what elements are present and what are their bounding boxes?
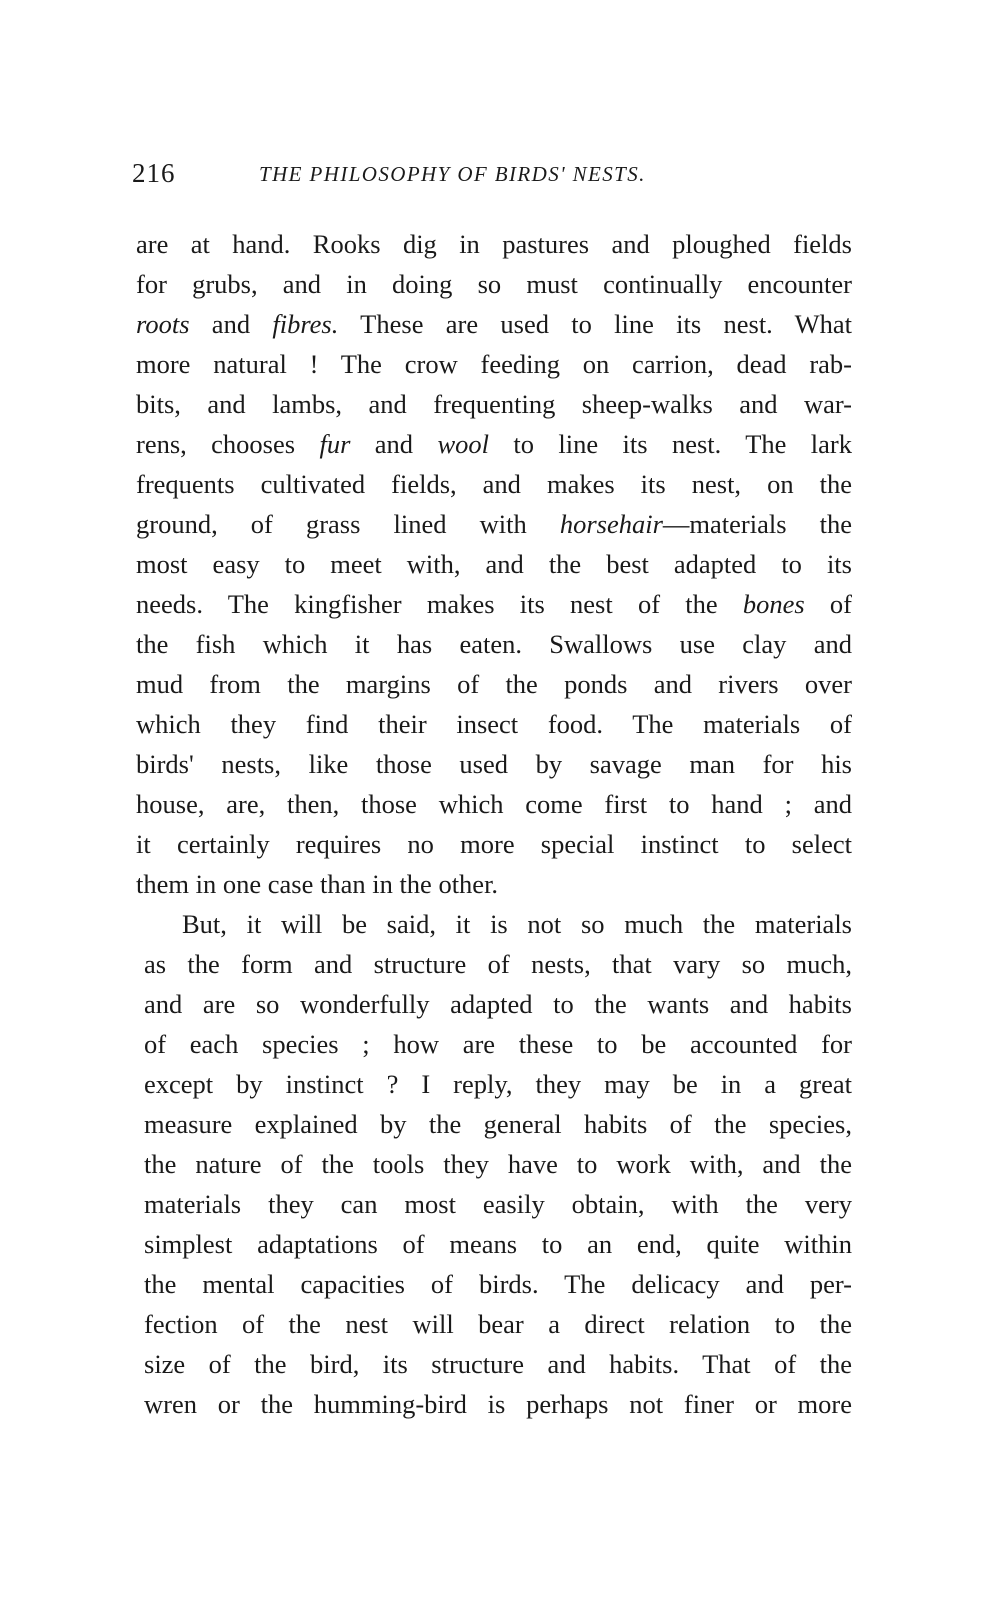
text-line <box>136 224 852 264</box>
italic-term: wool <box>437 429 490 459</box>
body-text <box>136 224 852 1424</box>
text-run: the nature of the tools they have to work with, and the <box>144 1149 852 1179</box>
text-line <box>136 784 852 824</box>
text-run: of each species ; how are these to be accounted for <box>144 1029 852 1059</box>
text-run: materials they can most easily obtain, with the very <box>144 1189 852 1219</box>
text-line <box>136 824 852 864</box>
text-run: fection of the nest will bear a direct relation to the <box>144 1309 852 1339</box>
text-line <box>144 904 852 944</box>
paragraph <box>136 224 852 904</box>
text-run: But, it will be said, it is not so much the materials <box>182 909 852 939</box>
text-run: as the form and structure of nests, that vary so much, <box>144 949 852 979</box>
text-line <box>144 1104 852 1144</box>
text-line <box>144 1024 852 1064</box>
text-run: of <box>804 589 852 619</box>
text-line <box>136 744 852 784</box>
text-run: house, are, then, those which come first to hand ; and <box>136 789 852 819</box>
text-run: and are so wonderfully adapted to the wants and habits <box>144 989 852 1019</box>
text-line <box>144 1064 852 1104</box>
text-line <box>144 1224 852 1264</box>
text-line <box>144 1304 852 1344</box>
text-line <box>136 664 852 704</box>
text-line <box>144 1184 852 1224</box>
text-run: more natural ! The crow feeding on carrion, dead rab- <box>136 349 852 379</box>
text-line <box>144 1264 852 1304</box>
text-line <box>136 504 852 544</box>
text-line <box>144 1144 852 1184</box>
text-run: them in one case than in the other. <box>136 869 499 899</box>
text-run: it certainly requires no more special instinct to select <box>136 829 852 859</box>
text-run: which they find their insect food. The materials of <box>136 709 852 739</box>
italic-term: fibres. <box>272 309 339 339</box>
text-run: These are used to line its nest. What <box>338 309 853 339</box>
text-line <box>144 944 852 984</box>
text-line <box>144 1384 852 1424</box>
text-line <box>136 584 852 624</box>
text-line <box>144 1344 852 1384</box>
running-title: THE PHILOSOPHY OF BIRDS' NESTS. <box>259 162 646 186</box>
text-line <box>136 544 852 584</box>
text-line <box>136 424 852 464</box>
text-run: except by instinct ? I reply, they may be in a great <box>144 1069 852 1099</box>
text-line <box>136 344 852 384</box>
text-run: —materials the <box>662 509 853 539</box>
text-run: and <box>350 429 438 459</box>
text-run: the mental capacities of birds. The delicacy and per- <box>144 1269 852 1299</box>
italic-term: horsehair <box>559 509 663 539</box>
text-run: most easy to meet with, and the best adapted to its <box>136 549 852 579</box>
text-line <box>136 304 852 344</box>
text-run: to line its nest. The lark <box>489 429 852 459</box>
text-run: are at hand. Rooks dig in pastures and ploughed fields <box>136 229 852 259</box>
italic-term: bones <box>742 589 805 619</box>
text-run: the fish which it has eaten. Swallows use clay and <box>136 629 852 659</box>
text-run: birds' nests, like those used by savage man for his <box>136 749 852 779</box>
text-run: size of the bird, its structure and habits. That of the <box>144 1349 852 1379</box>
text-run: wren or the humming-bird is perhaps not finer or more <box>144 1389 852 1419</box>
text-line <box>136 704 852 744</box>
text-run: frequents cultivated fields, and makes its nest, on the <box>136 469 852 499</box>
text-line <box>136 264 852 304</box>
text-run: ground, of grass lined with <box>136 509 560 539</box>
text-line <box>136 464 852 504</box>
text-run: measure explained by the general habits of the species, <box>144 1109 852 1139</box>
page-number: 216 <box>132 158 176 188</box>
text-run: bits, and lambs, and frequenting sheep-walks and war- <box>136 389 852 419</box>
text-line <box>136 864 852 904</box>
text-run: simplest adaptations of means to an end, quite within <box>144 1229 852 1259</box>
paragraph <box>144 904 852 1424</box>
italic-term: fur <box>319 429 351 459</box>
text-run: and <box>189 309 273 339</box>
text-run: rens, chooses <box>136 429 320 459</box>
text-run: needs. The kingfisher makes its nest of the <box>136 589 743 619</box>
text-line <box>144 984 852 1024</box>
italic-term: roots <box>136 309 190 339</box>
text-line <box>136 384 852 424</box>
text-run: mud from the margins of the ponds and rivers over <box>136 669 852 699</box>
text-line <box>136 624 852 664</box>
text-run: for grubs, and in doing so must continually encounter <box>136 269 852 299</box>
